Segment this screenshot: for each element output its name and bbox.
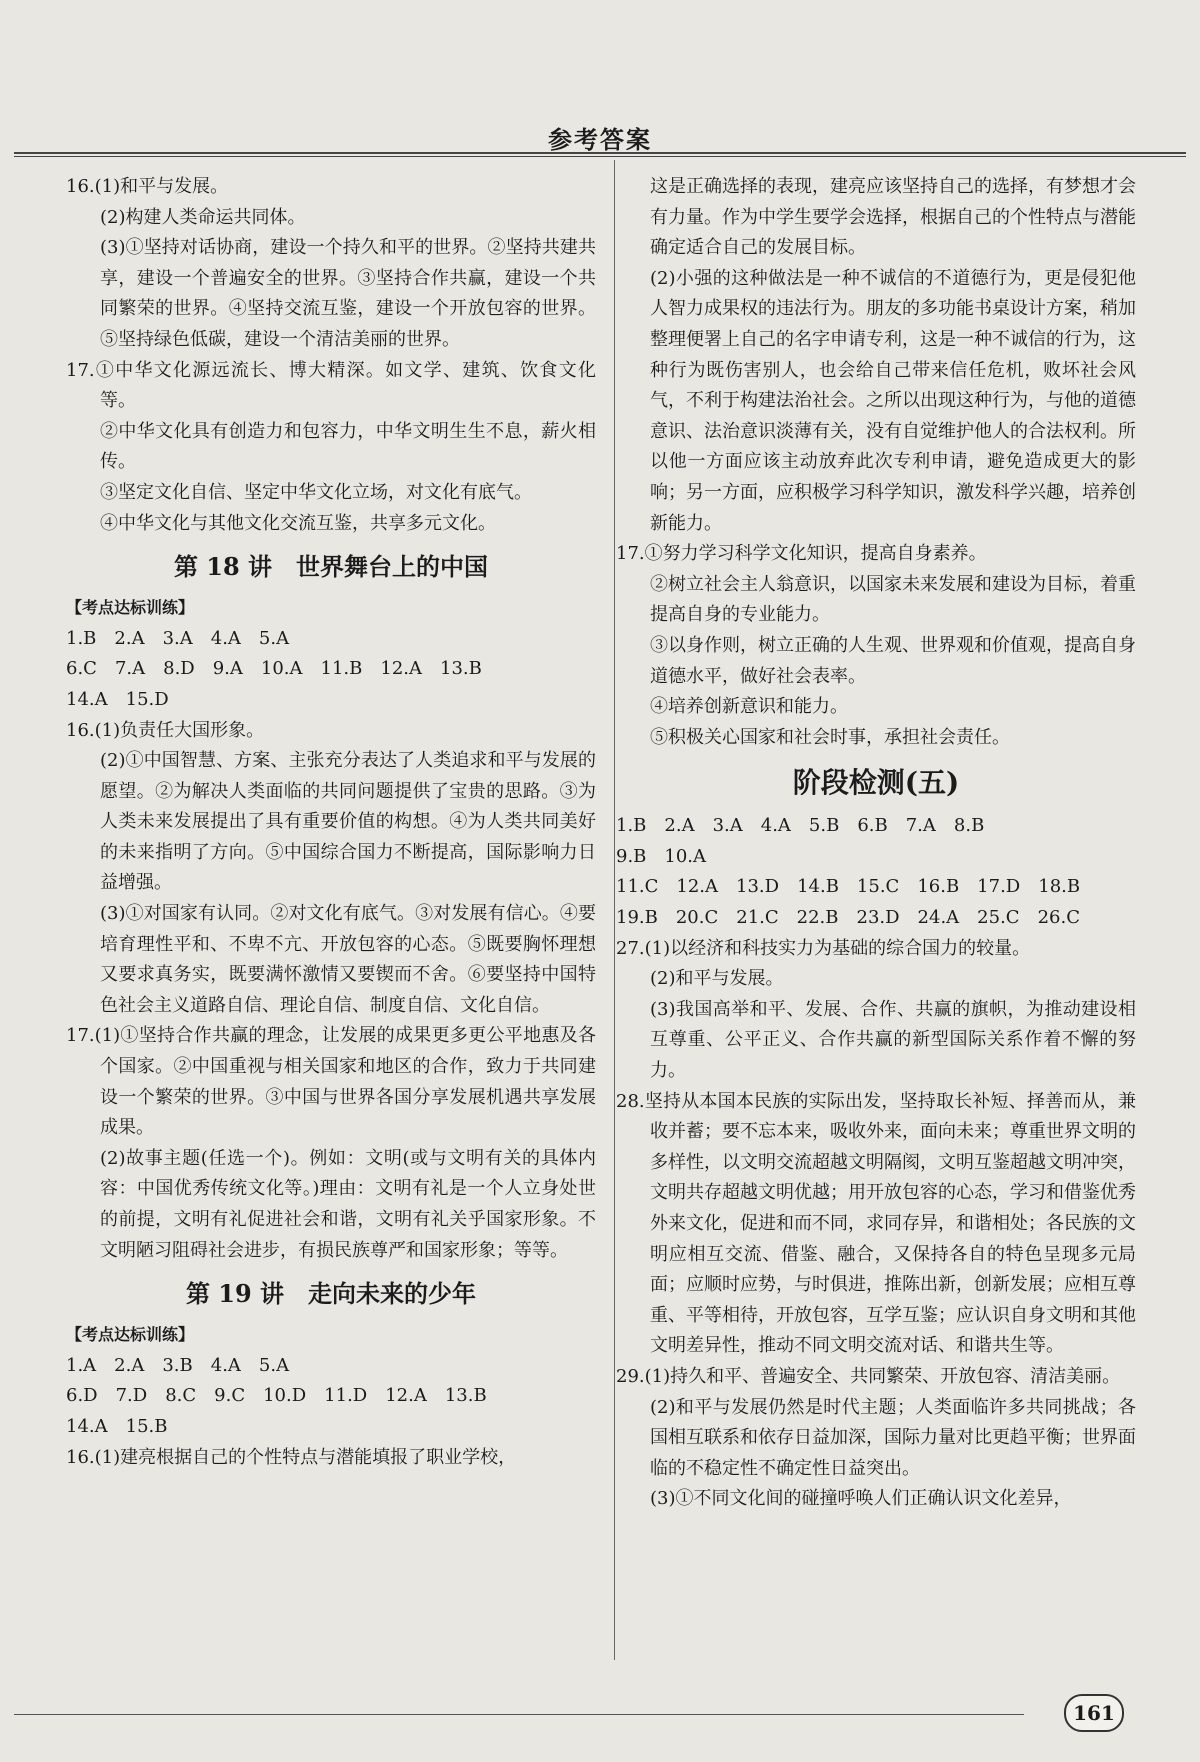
- answer-item: 29.(1)持久和平、普遍安全、共同繁荣、开放包容、清洁美丽。: [616, 1365, 1121, 1387]
- training-label: 【考点达标训练】: [66, 598, 195, 618]
- answer-paragraph: (3)①坚持对话协商，建设一个持久和平的世界。②坚持共建共享，建设一个普遍安全的世界。③坚持合作共赢，建设一个共同繁荣的世界。④坚持交流互鉴，建设一个开放包容的世界。⑤坚持绿色低碳，建设一个清洁美丽的世界。: [100, 237, 596, 350]
- answer-paragraph: (2)①中国智慧、方案、主张充分表达了人类追求和平与发展的愿望。②为解决人类面临的共同问题提供了宝贵的思路。③为人类未来发展提出了具有重要价值的构想。④为人类共同美好的未来指明了方向。⑤中国综合国力不断提高，国际影响力日益增强。: [100, 750, 596, 894]
- answer-paragraph: (2)小强的这种做法是一种不诚信的不道德行为，更是侵犯他人智力成果权的违法行为。朋友的多功能书桌设计方案，稍加整理便署上自己的名字申请专利，这是一种不诚信的行为，这种行为既伤害别人，也会给自己带来信任危机，败坏社会风气，不利于构建法治社会。之所以出现这种行为，与他的道德意识、法治意识淡薄有关，没有自觉维护他人的合法权利。所以他一方面应该主动放弃此次专利申请，避免造成更大的影响；另一方面，应积极学习科学知识，激发科学兴趣，培养创新能力。: [650, 267, 1136, 534]
- answer-paragraph: (2)构建人类命运共同体。: [100, 206, 306, 228]
- page-footer: [14, 1690, 1186, 1730]
- answer-item: 16.(1)和平与发展。: [66, 176, 229, 197]
- footer-rule: [14, 1714, 1024, 1715]
- answer-item: 27.(1)以经济和科技实力为基础的综合国力的较量。: [616, 937, 1031, 959]
- answer-item: 16.(1)负责任大国形象。: [66, 719, 265, 741]
- answer-paragraph: (2)和平与发展。: [650, 968, 784, 990]
- left-column: [66, 172, 596, 1473]
- right-column: [616, 172, 1136, 1515]
- answer-line: 1.A 2.A 3.B 4.A 5.A: [66, 1354, 290, 1376]
- answer-paragraph: ②树立社会主人翁意识，以国家未来发展和建设为目标，着重提高自身的专业能力。: [650, 573, 1136, 626]
- answer-item: 17.(1)①坚持合作共赢的理念，让发展的成果更多更公平地惠及各个国家。②中国重视与相关国家和地区的合作，致力于共同建设一个繁荣的世界。③中国与世界各国分享发展机遇共享发展成果。: [66, 1025, 596, 1139]
- section-heading: 阶段检测(五): [792, 766, 960, 800]
- answer-line: 19.B 20.C 21.C 22.B 23.D 24.A 25.C 26.C: [616, 907, 1080, 929]
- answer-paragraph: ③坚定文化自信、坚定中华文化立场，对文化有底气。: [100, 481, 532, 503]
- answer-paragraph: (3)①不同文化间的碰撞呼唤人们正确认识文化差异，: [650, 1488, 1072, 1510]
- section-heading: 第 18 讲 世界舞台上的中国: [173, 552, 489, 582]
- answer-line: 14.A 15.B: [66, 1415, 168, 1437]
- answer-paragraph: (3)①对国家有认同。②对文化有底气。③对发展有信心。④要培育理性平和、不卑不亢、开放包容的心态。⑤既要胸怀理想又要求真务实，既要满怀激情又要锲而不舍。⑥要坚持中国特色社会主义道路自信、理论自信、制度自信、文化自信。: [100, 903, 596, 1016]
- answer-paragraph: ④中华文化与其他文化交流互鉴，共享多元文化。: [100, 512, 496, 534]
- answer-item: 17.①中华文化源远流长、博大精深。如文学、建筑、饮食文化等。: [66, 359, 596, 412]
- answer-paragraph: ④培养创新意识和能力。: [650, 696, 848, 718]
- answer-paragraph: (2)故事主题(任选一个)。例如：文明(或与文明有关的具体内容：中国优秀传统文化等。)理由：文明有礼是一个人立身处世的前提，文明有礼促进社会和谐，文明有礼关乎国家形象。不文明陋习阻碍社会进步，有损民族尊严和国家形象；等等。: [100, 1147, 596, 1261]
- header-rule: [14, 152, 1186, 154]
- header-title: 参考答案: [548, 125, 652, 154]
- answer-paragraph: ③以身作则，树立正确的人生观、世界观和价值观，提高自身道德水平，做好社会表率。: [650, 634, 1136, 687]
- answer-paragraph: (2)和平与发展仍然是时代主题；人类面临许多共同挑战；各国相互联系和依存日益加深，国际力量对比更趋平衡；世界面临的不稳定性不确定性日益突出。: [650, 1396, 1136, 1479]
- answer-paragraph: ⑤积极关心国家和社会时事，承担社会责任。: [650, 726, 1010, 748]
- page-number: 161: [1064, 1694, 1124, 1732]
- answer-line: 14.A 15.D: [66, 688, 169, 710]
- answer-line: 6.C 7.A 8.D 9.A 10.A 11.B 12.A 13.B: [66, 658, 482, 680]
- answer-line: 1.B 2.A 3.A 4.A 5.A: [66, 627, 290, 649]
- answer-paragraph: 这是正确选择的表现，建亮应该坚持自己的选择，有梦想才会有力量。作为中学生要学会选择，根据自己的个性特点与潜能确定适合自己的发展目标。: [650, 176, 1136, 259]
- answer-paragraph: (3)我国高举和平、发展、合作、共赢的旗帜，为推动建设相互尊重、公平正义、合作共赢的新型国际关系作着不懈的努力。: [650, 998, 1136, 1082]
- header-rule-thin: [14, 156, 1186, 157]
- page-header: [14, 118, 1186, 158]
- column-divider: [614, 160, 615, 1660]
- answer-item: 16.(1)建亮根据自己的个性特点与潜能填报了职业学校，: [66, 1446, 517, 1468]
- answer-paragraph: ②中华文化具有创造力和包容力，中华文明生生不息，薪火相传。: [100, 420, 596, 473]
- answer-line: 11.C 12.A 13.D 14.B 15.C 16.B 17.D 18.B: [616, 876, 1081, 898]
- training-label: 【考点达标训练】: [66, 1325, 195, 1345]
- answer-line: 1.B 2.A 3.A 4.A 5.B 6.B 7.A 8.B: [616, 815, 985, 837]
- answer-item: 17.①努力学习科学文化知识，提高自身素养。: [616, 543, 987, 565]
- section-heading: 第 19 讲 走向未来的少年: [185, 1279, 477, 1309]
- answer-line: 6.D 7.D 8.C 9.C 10.D 11.D 12.A 13.B: [66, 1385, 487, 1407]
- answer-line: 9.B 10.A: [616, 845, 707, 867]
- answer-item: 28.坚持从本国本民族的实际出发，坚持取长补短、择善而从，兼收并蓄；要不忘本来，吸收外来，面向未来；尊重世界文明的多样性，以文明交流超越文明隔阂，文明互鉴超越文明冲突，文明共存超越文明优越；用开放包容的心态，学习和借鉴优秀外来文化，促进和而不同，求同存异，和谐相处；各民族的文明应相互交流、借鉴、融合，又保持各自的特色呈现多元局面；应顺时应势，与时俱进，推陈出新，创新发展；应相互尊重、平等相待，开放包容，互学互鉴；应认识自身文明和其他文明差异性，推动不同文明交流对话、和谐共生等。: [616, 1090, 1136, 1357]
